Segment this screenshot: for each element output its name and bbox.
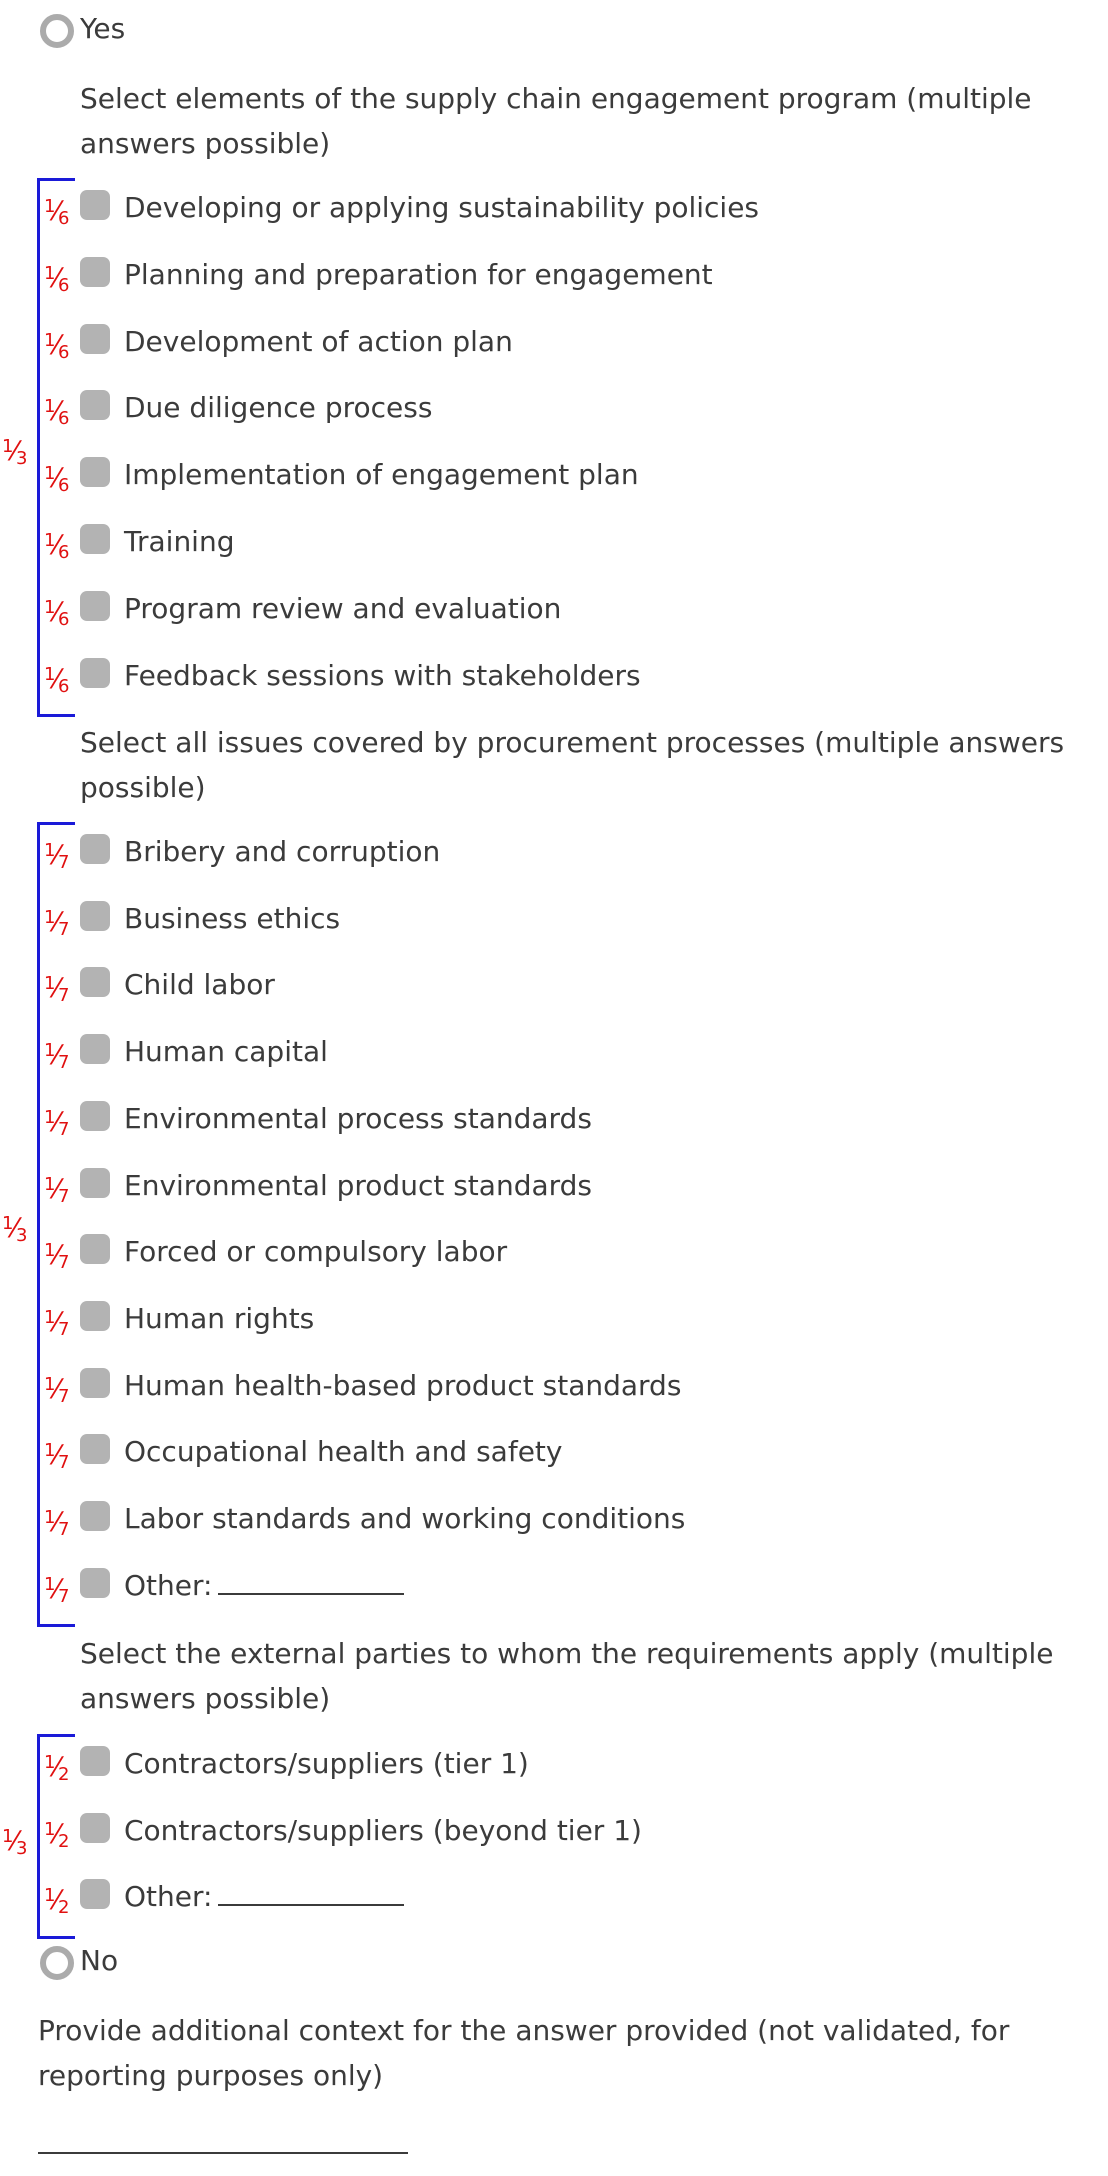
checkbox-label: Forced or compulsory labor	[124, 1235, 508, 1268]
item-weight: $^1⁄_6$	[44, 597, 69, 630]
item-weight: $^1⁄_7$	[44, 1307, 69, 1340]
item-weight: $^1⁄_2$	[44, 1885, 69, 1918]
item-weight: $^1⁄_6$	[44, 330, 69, 363]
checkbox-label: Occupational health and safety	[124, 1435, 563, 1468]
item-weight: $^1⁄_7$	[44, 1107, 69, 1140]
item-weight: $^1⁄_6$	[44, 263, 69, 296]
question-supply-chain-elements: Select elements of the supply chain engagement program (multiple answers possible)	[80, 82, 1032, 160]
checkbox-label: Bribery and corruption	[124, 835, 441, 868]
checkbox-icon[interactable]	[80, 1746, 110, 1776]
yes-label: Yes	[80, 12, 126, 45]
item-weight: $^1⁄_7$	[44, 1240, 69, 1273]
checkbox-label: Development of action plan	[124, 325, 513, 358]
checkbox-icon[interactable]	[80, 834, 110, 864]
item-weight: $^1⁄_7$	[44, 1040, 69, 1073]
question-external-parties: Select the external parties to whom the requirements apply (multiple answers possible)	[80, 1637, 1054, 1715]
checkbox-icon[interactable]	[80, 1434, 110, 1464]
checkbox-label: Program review and evaluation	[124, 592, 562, 625]
yes-radio[interactable]	[40, 14, 74, 48]
group-weight-2: $^1⁄_3$	[2, 1213, 27, 1246]
checkbox-icon[interactable]	[80, 591, 110, 621]
checkbox-icon[interactable]	[80, 1879, 110, 1909]
item-weight: $^1⁄_7$	[44, 1174, 69, 1207]
checkbox-icon[interactable]	[80, 390, 110, 420]
checkbox-icon[interactable]	[80, 257, 110, 287]
item-weight: $^1⁄_2$	[44, 1752, 69, 1785]
item-weight: $^1⁄_7$	[44, 973, 69, 1006]
item-weight: $^1⁄_2$	[44, 1819, 69, 1852]
checkbox-icon[interactable]	[80, 1813, 110, 1843]
no-label: No	[80, 1944, 119, 1977]
checkbox-icon[interactable]	[80, 901, 110, 931]
checkbox-icon[interactable]	[80, 1168, 110, 1198]
checkbox-label: Other:	[124, 1569, 404, 1603]
question-procurement-issues: Select all issues covered by procurement processes (multiple answers possible)	[80, 726, 1065, 804]
checkbox-icon[interactable]	[80, 1034, 110, 1064]
checkbox-label: Human health-based product standards	[124, 1369, 682, 1402]
group-weight-1: $^1⁄_3$	[2, 436, 27, 469]
checkbox-icon[interactable]	[80, 1568, 110, 1598]
checkbox-icon[interactable]	[80, 1101, 110, 1131]
checkbox-icon[interactable]	[80, 1234, 110, 1264]
checkbox-icon[interactable]	[80, 524, 110, 554]
checkbox-icon[interactable]	[80, 1301, 110, 1331]
item-weight: $^1⁄_7$	[44, 1507, 69, 1540]
other-input[interactable]	[218, 1569, 404, 1595]
checkbox-label: Child labor	[124, 968, 275, 1001]
checkbox-label: Developing or applying sustainability policies	[124, 191, 760, 224]
checkbox-label: Contractors/suppliers (beyond tier 1)	[124, 1814, 642, 1847]
item-weight: $^1⁄_6$	[44, 463, 69, 496]
checkbox-label: Human rights	[124, 1302, 315, 1335]
checkbox-label: Planning and preparation for engagement	[124, 258, 713, 291]
checkbox-label: Other:	[124, 1880, 404, 1914]
item-weight: $^1⁄_7$	[44, 1440, 69, 1473]
checkbox-label: Training	[124, 525, 235, 558]
checkbox-label: Feedback sessions with stakeholders	[124, 659, 641, 692]
checkbox-label: Contractors/suppliers (tier 1)	[124, 1747, 529, 1780]
item-weight: $^1⁄_6$	[44, 196, 69, 229]
checkbox-label: Environmental process standards	[124, 1102, 592, 1135]
context-prompt: Provide additional context for the answer provided (not validated, for reporting purposes only)	[38, 2014, 1010, 2092]
item-weight: $^1⁄_7$	[44, 840, 69, 873]
checkbox-label: Human capital	[124, 1035, 328, 1068]
checkbox-label: Business ethics	[124, 902, 341, 935]
checkbox-label: Due diligence process	[124, 391, 433, 424]
item-weight: $^1⁄_6$	[44, 530, 69, 563]
checkbox-icon[interactable]	[80, 658, 110, 688]
checkbox-icon[interactable]	[80, 190, 110, 220]
checkbox-icon[interactable]	[80, 457, 110, 487]
item-weight: $^1⁄_7$	[44, 907, 69, 940]
context-input[interactable]	[38, 2152, 408, 2154]
no-radio[interactable]	[40, 1946, 74, 1980]
checkbox-icon[interactable]	[80, 1501, 110, 1531]
group-weight-3: $^1⁄_3$	[2, 1826, 27, 1859]
checkbox-icon[interactable]	[80, 1368, 110, 1398]
item-weight: $^1⁄_6$	[44, 664, 69, 697]
item-weight: $^1⁄_6$	[44, 396, 69, 429]
checkbox-label: Environmental product standards	[124, 1169, 593, 1202]
checkbox-label: Labor standards and working conditions	[124, 1502, 686, 1535]
checkbox-icon[interactable]	[80, 324, 110, 354]
checkbox-icon[interactable]	[80, 967, 110, 997]
item-weight: $^1⁄_7$	[44, 1374, 69, 1407]
other-input[interactable]	[218, 1880, 404, 1906]
checkbox-label: Implementation of engagement plan	[124, 458, 639, 491]
item-weight: $^1⁄_7$	[44, 1574, 69, 1607]
